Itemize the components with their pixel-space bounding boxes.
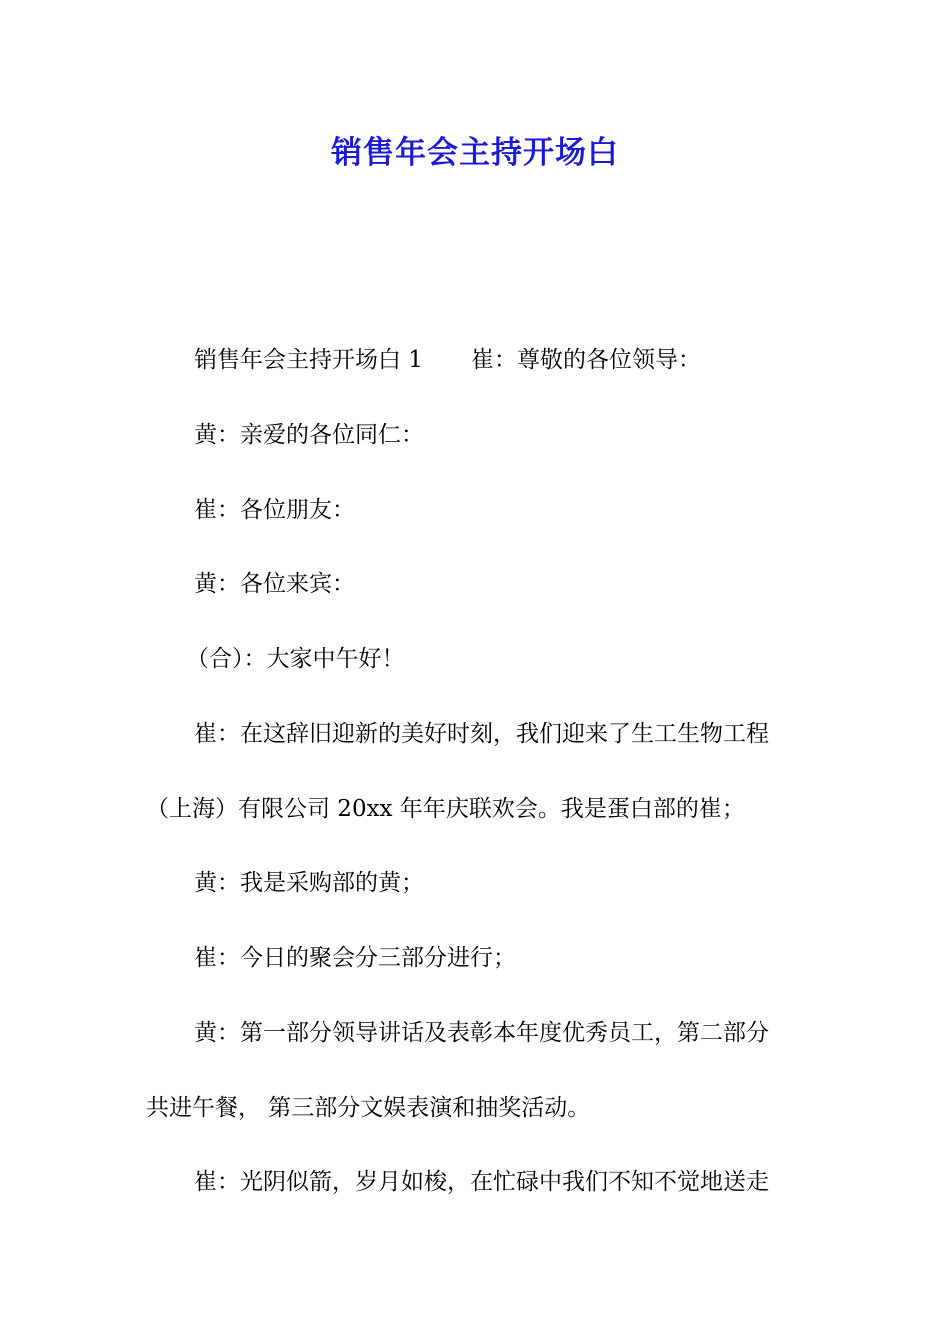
dialogue-line: 崔：光阴似箭，岁月如梭，在忙碌中我们不知不觉地送走 xyxy=(194,1169,769,1195)
dialogue-line: 黄：各位来宾： xyxy=(194,571,355,597)
dialogue-line-continuation: 共进午餐， 第三部分文娱表演和抽奖活动。 xyxy=(146,1095,591,1121)
dialogue-line: 崔：在这辞旧迎新的美好时刻，我们迎来了生工生物工程 xyxy=(194,721,769,747)
document-title: 销售年会主持开场白 xyxy=(331,135,619,171)
dialogue-line: 黄：我是采购部的黄； xyxy=(194,870,424,896)
section-heading: 销售年会主持开场白 1 xyxy=(194,347,423,373)
dialogue-line: 崔：今日的聚会分三部分进行； xyxy=(194,945,516,971)
dialogue-line: 黄：亲爱的各位同仁： xyxy=(194,422,424,448)
dialogue-line: 崔：各位朋友： xyxy=(194,497,355,523)
dialogue-line: 崔：尊敬的各位领导： xyxy=(470,347,701,373)
dialogue-line: （合）：大家中午好！ xyxy=(186,646,405,672)
paragraph-line xyxy=(194,345,701,375)
dialogue-line-continuation: （上海）有限公司 20xx 年年庆联欢会。我是蛋白部的崔； xyxy=(146,796,745,822)
dialogue-line: 黄：第一部分领导讲话及表彰本年度优秀员工，第二部分 xyxy=(194,1020,769,1046)
